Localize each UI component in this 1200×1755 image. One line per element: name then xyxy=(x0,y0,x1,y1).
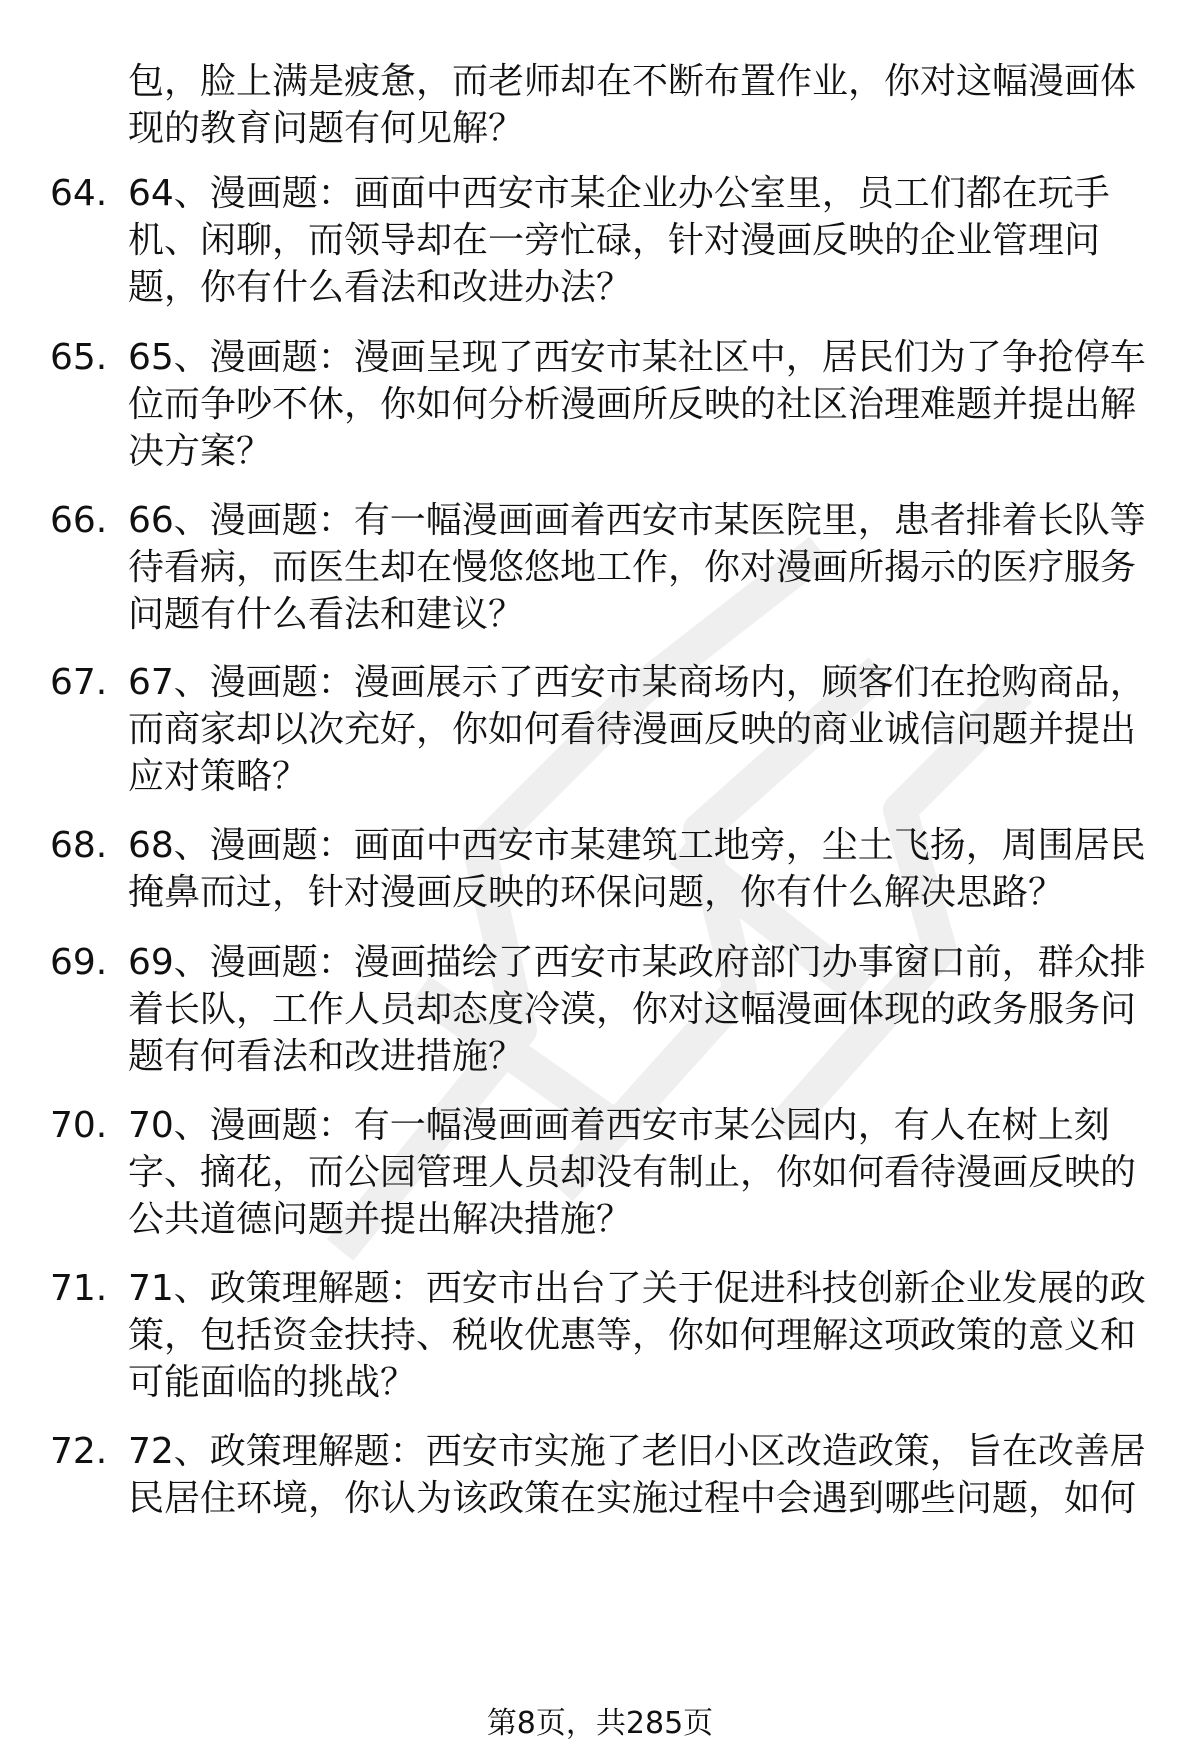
question-text: 66、漫画题：有一幅漫画画着西安市某医院里，患者排着长队等待看病，而医生却在慢悠悠地工作，你对漫画所揭示的医疗服务问题有什么看法和建议？ xyxy=(128,500,1146,635)
question-number: 68. xyxy=(50,825,108,866)
question-number: 69. xyxy=(50,942,108,983)
question-text: 64、漫画题：画面中西安市某企业办公室里，员工们都在玩手机、闲聊，而领导却在一旁忙碌，针对漫画反映的企业管理问题，你有什么看法和改进办法？ xyxy=(128,173,1110,308)
question-number: 71. xyxy=(50,1268,108,1309)
question-text: 70、漫画题：有一幅漫画画着西安市某公园内，有人在树上刻字、摘花，而公园管理人员却没有制止，你如何看待漫画反映的公共道德问题并提出解决措施？ xyxy=(128,1105,1137,1240)
question-number: 65. xyxy=(50,337,108,378)
question-text: 68、漫画题：画面中西安市某建筑工地旁，尘土飞扬，周围居民掩鼻而过，针对漫画反映的环保问题，你有什么解决思路？ xyxy=(128,825,1146,913)
question-number: 64. xyxy=(50,173,108,214)
question-number: 67. xyxy=(50,662,108,703)
question-text: 69、漫画题：漫画描绘了西安市某政府部门办事窗口前，群众排着长队，工作人员却态度冷漠，你对这幅漫画体现的政务服务问题有何看法和改进措施？ xyxy=(128,942,1146,1077)
question-number: 70. xyxy=(50,1105,108,1146)
question-text: 71、政策理解题：西安市出台了关于促进科技创新企业发展的政策，包括资金扶持、税收优惠等，你如何理解这项政策的意义和可能面临的挑战？ xyxy=(128,1268,1146,1403)
question-number: 72. xyxy=(50,1431,108,1472)
question-number: 66. xyxy=(50,500,108,541)
continued-question-text: 包，脸上满是疲惫，而老师却在不断布置作业，你对这幅漫画体现的教育问题有何见解？ xyxy=(128,61,1137,149)
question-text: 72、政策理解题：西安市实施了老旧小区改造政策，旨在改善居民居住环境，你认为该政策在实施过程中会遇到哪些问题，如何 xyxy=(128,1431,1146,1519)
question-text: 65、漫画题：漫画呈现了西安市某社区中，居民们为了争抢停车位而争吵不休，你如何分析漫画所反映的社区治理难题并提出解决方案？ xyxy=(128,337,1146,472)
question-text: 67、漫画题：漫画展示了西安市某商场内，顾客们在抢购商品，而商家却以次充好，你如何看待漫画反映的商业诚信问题并提出应对策略？ xyxy=(128,662,1146,797)
page-footer: 第8页，共285页 xyxy=(486,1706,714,1741)
